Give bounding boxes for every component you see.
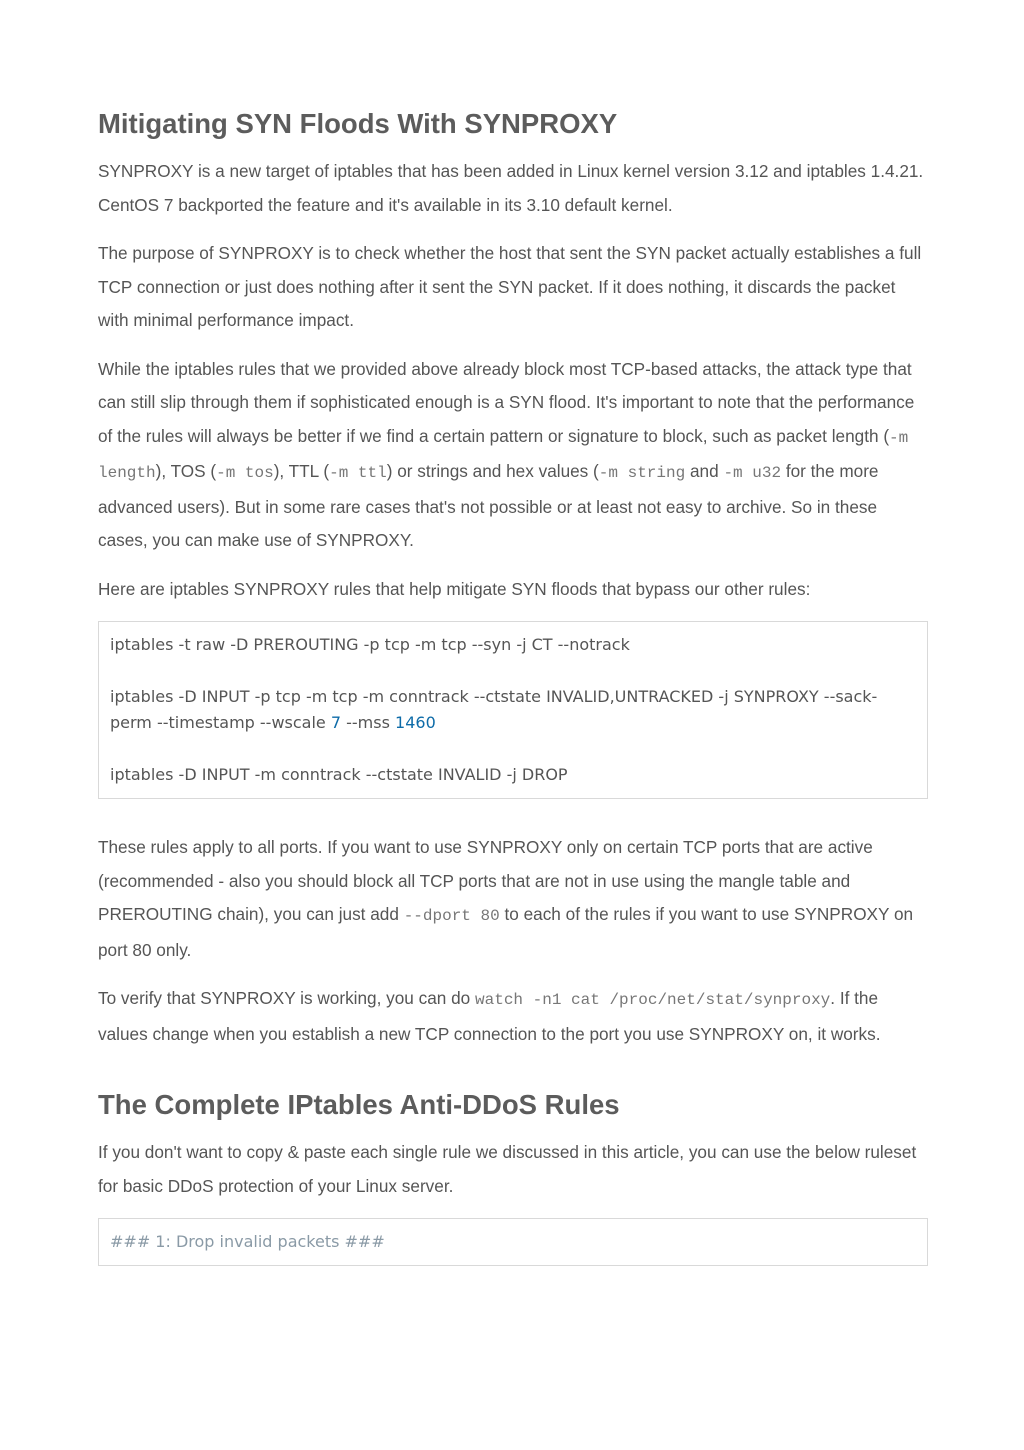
code-text: --mss — [341, 713, 396, 732]
code-block-ruleset[interactable] — [98, 1218, 928, 1266]
text-run: These rules apply to all ports. If you want to use SYNPROXY only on certain TCP ports that are active (recommended - also you should block all TCP ports that are not in use using the mangle table and PREROUTING chain), you can just add — [98, 837, 873, 924]
inline-code-string: -m string — [598, 464, 686, 482]
code-blank-line — [110, 736, 916, 762]
code-block-synproxy-rules[interactable] — [98, 621, 928, 799]
article-content — [98, 104, 928, 1298]
paragraph-ruleset-intro: If you don't want to copy & paste each single rule we discussed in this article, you can use the below ruleset for basic DDoS protection of your Linux server. — [98, 1142, 917, 1196]
code-blank-line — [110, 658, 916, 684]
inline-code-u32: -m u32 — [723, 464, 782, 482]
inline-code-watch: watch -n1 cat /proc/net/stat/synproxy — [475, 991, 831, 1009]
code-number: 1460 — [395, 713, 436, 732]
code-line: iptables -D INPUT -p tcp -m tcp -m conntrack --ctstate INVALID,UNTRACKED -j SYNPROXY --sack- — [110, 687, 878, 706]
text-run: While the iptables rules that we provided above already block most TCP-based attacks, the attack type that can still slip through them if sophisticated enough is a SYN flood. It's important to note that the performance of the rules will always be better if we find a certain pattern or signature to block, such as packet length ( — [98, 358, 915, 446]
text-run: and — [685, 461, 724, 481]
section-heading-synproxy: Mitigating SYN Floods With SYNPROXY — [98, 108, 618, 139]
paragraph-verify — [98, 982, 928, 1051]
inline-code-dport: --dport 80 — [403, 907, 500, 925]
paragraph-synproxy-purpose: The purpose of SYNPROXY is to check whether the host that sent the SYN packet actually establishes a full TCP connection or just does nothing after it sent the SYN packet. If it does nothing, it discards the packet with minimal performance impact. — [98, 243, 922, 330]
code-line — [110, 710, 916, 736]
paragraph-synproxy-intro: SYNPROXY is a new target of iptables that has been added in Linux kernel version 3.12 and iptables 1.4.21. CentOS 7 backported the feature and it's available in its 3.10 default kernel. — [98, 161, 924, 215]
inline-code-length: -m length — [98, 428, 909, 482]
paragraph-rules-intro: Here are iptables SYNPROXY rules that help mitigate SYN floods that bypass our other rules: — [98, 578, 811, 599]
code-line: iptables -t raw -D PREROUTING -p tcp -m tcp --syn -j CT --notrack — [110, 635, 630, 654]
text-run: To verify that SYNPROXY is working, you can do — [98, 988, 476, 1008]
text-run: ), TOS ( — [155, 461, 217, 481]
code-line: iptables -D INPUT -m conntrack --ctstate INVALID -j DROP — [110, 765, 568, 784]
paragraph-port-specific — [98, 831, 928, 967]
code-number: 7 — [330, 713, 342, 732]
inline-code-ttl: -m ttl — [329, 464, 387, 482]
text-run: ), TTL ( — [273, 461, 330, 481]
section-heading-complete-rules: The Complete IPtables Anti-DDoS Rules — [98, 1089, 620, 1120]
text-run: to each of the rules if you want to use SYNPROXY on port 80 only. — [98, 904, 914, 960]
text-run: for the more advanced users). But in some rare cases that's not possible or at least not easy to archive. So in these cases, you can make use of SYNPROXY. — [98, 461, 879, 550]
text-run: . If the values change when you establish a new TCP connection to the port you use SYNPROXY on, it works. — [98, 988, 881, 1044]
code-comment-line: ### 1: Drop invalid packets ### — [110, 1232, 385, 1251]
paragraph-syn-flood-explanation — [98, 353, 928, 558]
inline-code-tos: -m tos — [216, 464, 274, 482]
code-text: perm --timestamp --wscale — [110, 713, 331, 732]
text-run: ) or strings and hex values ( — [386, 461, 599, 481]
